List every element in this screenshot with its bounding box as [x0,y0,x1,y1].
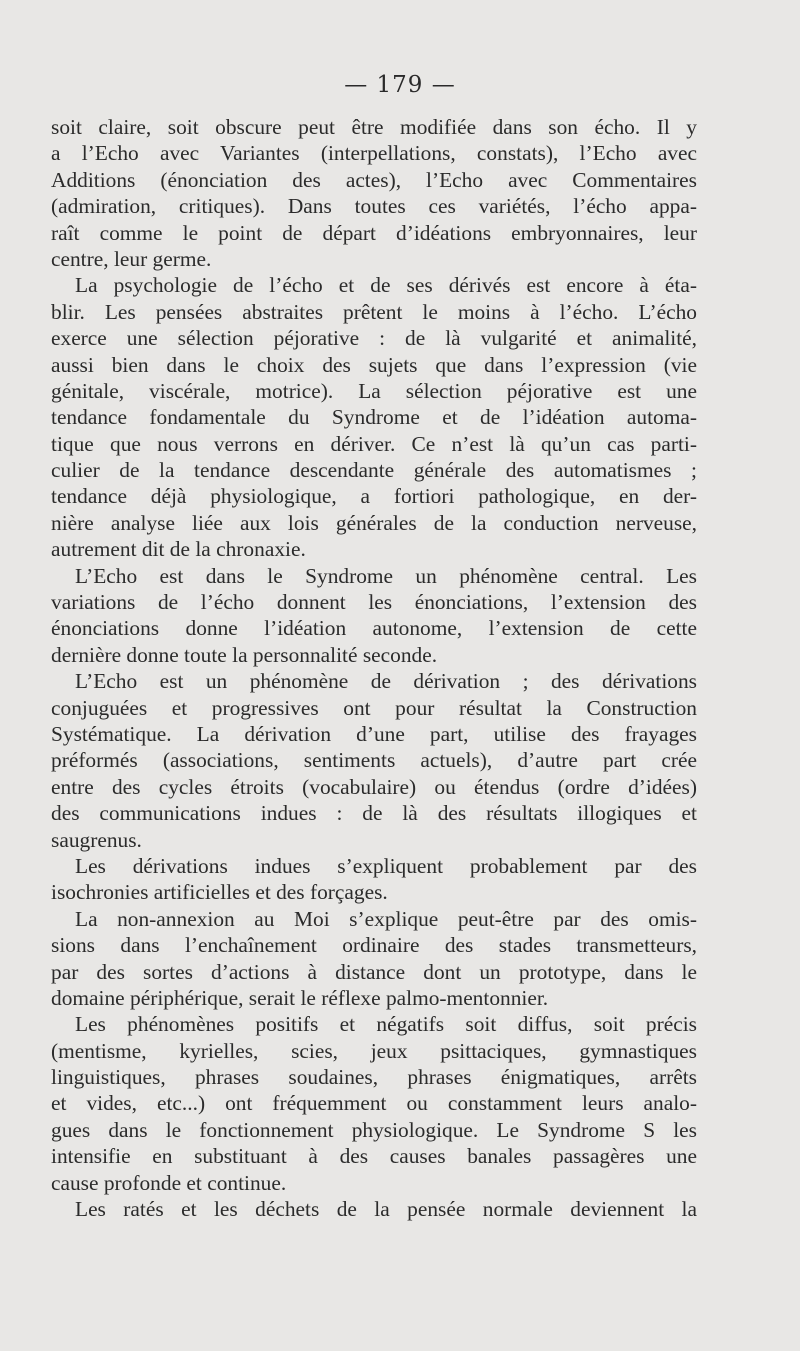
text-line: préformés (associations, sentiments actuels), d’autre part crée [51,748,697,773]
text-line: (admiration, critiques). Dans toutes ces variétés, l’écho appa- [51,194,697,219]
text-line: nière analyse liée aux lois générales de la conduction nerveuse, [51,510,697,535]
text-line: linguistiques, phrases soudaines, phrases énigmatiques, arrêts [51,1065,697,1090]
text-line: blir. Les pensées abstraites prêtent le moins à l’écho. L’écho [51,299,697,324]
text-line: Systématique. La dérivation d’une part, utilise des frayages [51,721,697,746]
text-line: génitale, viscérale, motrice). La sélection péjorative est une [51,378,697,403]
text-line: tique que nous verrons en dériver. Ce n’est là qu’un cas parti- [51,431,697,456]
text-line: tendance déjà physiologique, a fortiori pathologique, en der- [51,484,697,509]
text-line: domaine périphérique, serait le réflexe palmo-mentonnier. [51,985,549,1010]
text-line: des communications indues : de là des résultats illogiques et [51,801,697,826]
text-line: et vides, etc...) ont fréquemment ou constamment leurs analo- [51,1091,697,1116]
text-line: La psychologie de l’écho et de ses dérivés est encore à éta- [75,273,697,298]
page-number: — 179 — [344,72,456,98]
text-line: cause profonde et continue. [51,1170,287,1195]
text-line: exerce une sélection péjorative : de là vulgarité et animalité, [51,326,697,351]
text-line: Les ratés et les déchets de la pensée normale deviennent la [75,1197,697,1222]
text-line: isochronies artificielles et des forçages. [51,880,388,905]
text-line: Additions (énonciation des actes), l’Echo avec Commentaires [51,167,697,192]
text-line: entre des cycles étroits (vocabulaire) ou étendus (ordre d’idées) [51,774,697,799]
text-line: intensifie en substituant à des causes banales passagères une [51,1144,697,1169]
body-text [51,114,697,1222]
text-line: a l’Echo avec Variantes (interpellations, constats), l’Echo avec [51,141,697,166]
text-line: gues dans le fonctionnement physiologique. Le Syndrome S les [51,1117,697,1142]
text-line: Les dérivations indues s’expliquent probablement par des [75,853,697,878]
text-line: culier de la tendance descendante générale des automatismes ; [51,458,697,483]
text-line: soit claire, soit obscure peut être modifiée dans son écho. Il y [51,115,697,139]
text-line: par des sortes d’actions à distance dont un prototype, dans le [51,959,697,984]
text-line: La non-annexion au Moi s’explique peut-être par des omis- [75,906,697,931]
text-line: variations de l’écho donnent les énonciations, l’extension des [51,590,697,615]
text-line: conjuguées et progressives ont pour résultat la Construction [51,695,697,720]
text-line: (mentisme, kyrielles, scies, jeux psittaciques, gymnastiques [51,1038,697,1063]
text-line: Les phénomènes positifs et négatifs soit diffus, soit précis [75,1012,697,1037]
text-line: aussi bien dans le choix des sujets que dans l’expression (vie [51,352,697,377]
text-line: L’Echo est dans le Syndrome un phénomène central. Les [75,563,697,588]
text-line: sions dans l’enchaînement ordinaire des stades transmetteurs, [51,933,697,958]
text-line: dernière donne toute la personnalité seconde. [51,642,438,667]
text-line: L’Echo est un phénomène de dérivation ; des dérivations [75,669,697,694]
text-line: tendance fondamentale du Syndrome et de l’idéation automa- [51,405,697,430]
text-line: énonciations donne l’idéation autonome, l’extension de cette [51,616,697,641]
text-line: autrement dit de la chronaxie. [51,537,306,562]
text-line: saugrenus. [51,827,142,852]
text-line: centre, leur germe. [51,246,212,271]
text-line: raît comme le point de départ d’idéations embryonnaires, leur [51,220,697,245]
